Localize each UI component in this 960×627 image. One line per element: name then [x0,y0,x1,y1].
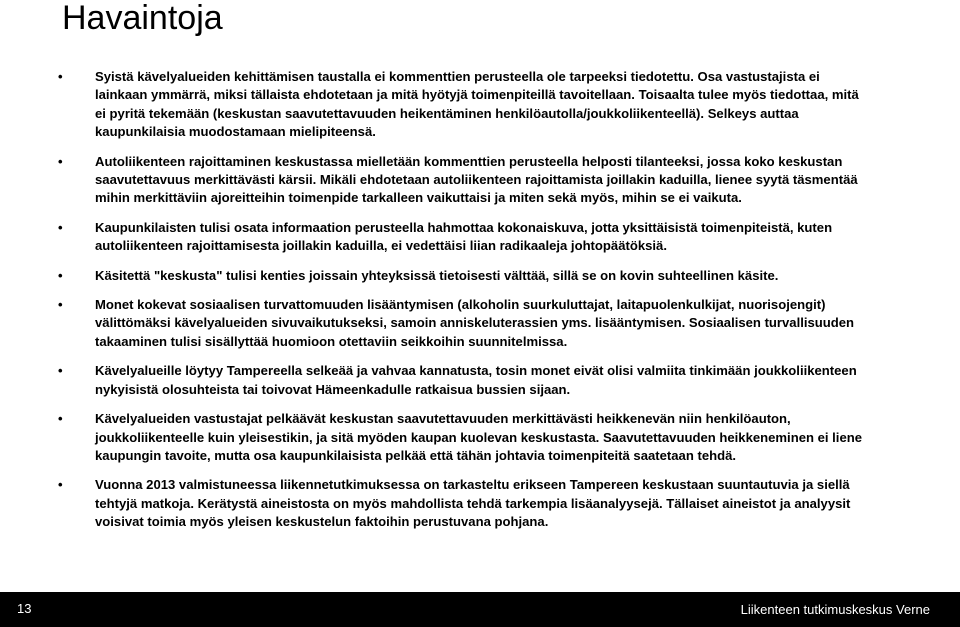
bullet-icon: • [58,69,63,84]
bullet-text: Monet kokevat sosiaalisen turvattomuuden lisääntymisen (alkoholin suurkuluttajat, laitapuolenkulkijat, nuorisojengit) välittömäksi kävelyalueiden sivuvaikutukseksi, samoin anniskeluterassien yms. lisääntymisen. Sosiaalisen turvallisuuden takaaminen tulisi sisällyttää huomioon otettaviin seikkoihin suunnitelmissa. [95,297,855,349]
bullet-text: Syistä kävelyalueiden kehittämisen taustalla ei kommenttien perusteella ole tarpeeksi tiedotettu. Osa vastustajista ei lainkaan ymmärrä, miksi tällaista ehdotetaan ja mitä hyötyjä toimenpiteillä tavoitellaan. Toisaalta tulee myös tiedottaa, mitä ei pyritä tekemään (keskustan saavutettavuuden heikentäminen henkilöautolla/joukkoliikenteellä). Selkeys auttaa kaupunkilaisia muodostamaan mielipiteensä. [95,69,859,140]
bullet-text: Kävelyalueille löytyy Tampereella selkeää ja vahvaa kannatusta, tosin monet eivät olisi valmiita tinkimään joukkoliikenteen nykyisistä olosuhteista tai toivovat Hämeenkadulle ratkaisua bussien sijaan. [95,363,857,397]
bullet-icon: • [58,477,63,493]
bullet-list [58,68,868,543]
bullet-text: Kaupunkilaisten tulisi osata informaation perusteella hahmottaa kokonaiskuva, jotta yksittäisistä toimenpiteistä, kuten autoliikenteen rajoittamisesta joillakin kaduilla, ei vedettäisi liian radikaaleja johtopäätöksiä. [95,219,833,254]
list-item [58,219,868,256]
list-item [58,68,868,142]
list-item [58,362,868,399]
bullet-icon: • [58,411,63,427]
bullet-text: Vuonna 2013 valmistuneessa liikennetutkimuksessa on tarkasteltu erikseen Tampereen keskustaan suuntautuvia ja siellä tehtyjä matkoja. Kerätystä aineistosta on myös mahdollista tehdä tarkempia lisäanalyysejä. Tällaiset aineistot ja analyysit voisivat toimia myös yleisen keskustelun faktoihin perustuvana pohjana. [95,477,851,530]
bullet-icon: • [58,297,63,313]
bullet-icon: • [58,219,63,235]
page-number: 13 [17,601,32,616]
list-item [58,410,868,465]
list-item [58,296,868,351]
bullet-text: Käsitettä "keskusta" tulisi kenties joissain yhteyksissä tietoisesti välttää, sillä se on kovin suhteellinen käsite. [95,267,779,283]
bullet-icon: • [58,363,63,379]
footer-bar [0,592,960,627]
bullet-icon: • [58,153,63,169]
page-title: Havaintoja [62,0,223,37]
bullet-icon: • [58,267,63,283]
list-item [58,476,868,531]
bullet-text: Autoliikenteen rajoittaminen keskustassa mielletään kommenttien perusteella helposti tilanteeksi, jossa koko keskustan saavutettavuus merkittävästi kärsii. Mikäli ehdotetaan autoliikenteen rajoittamista joillakin kaduilla, lienee syytä täsmentää mihin merkittäviin ajoreitteihin toimenpide tarkalleen vaikuttaisi ja miten sekä myös, mihin se ei vaikuta. [95,153,858,206]
list-item [58,153,868,208]
list-item [58,267,868,285]
organization-name: Liikenteen tutkimuskeskus Verne [740,602,930,617]
bullet-text: Kävelyalueiden vastustajat pelkäävät keskustan saavutettavuuden merkittävästi heikkenevän niin henkilöauton, joukkoliikenteelle kuin yleisestikin, ja sitä myöden kaupan kuolevan keskustasta. Saavutettavuuden heikkeneminen ei liene kaupungin tavoite, mutta osa kaupunkilaisista pelkää että tähän johtavia toimenpiteitä saatetaan tehdä. [95,411,863,463]
